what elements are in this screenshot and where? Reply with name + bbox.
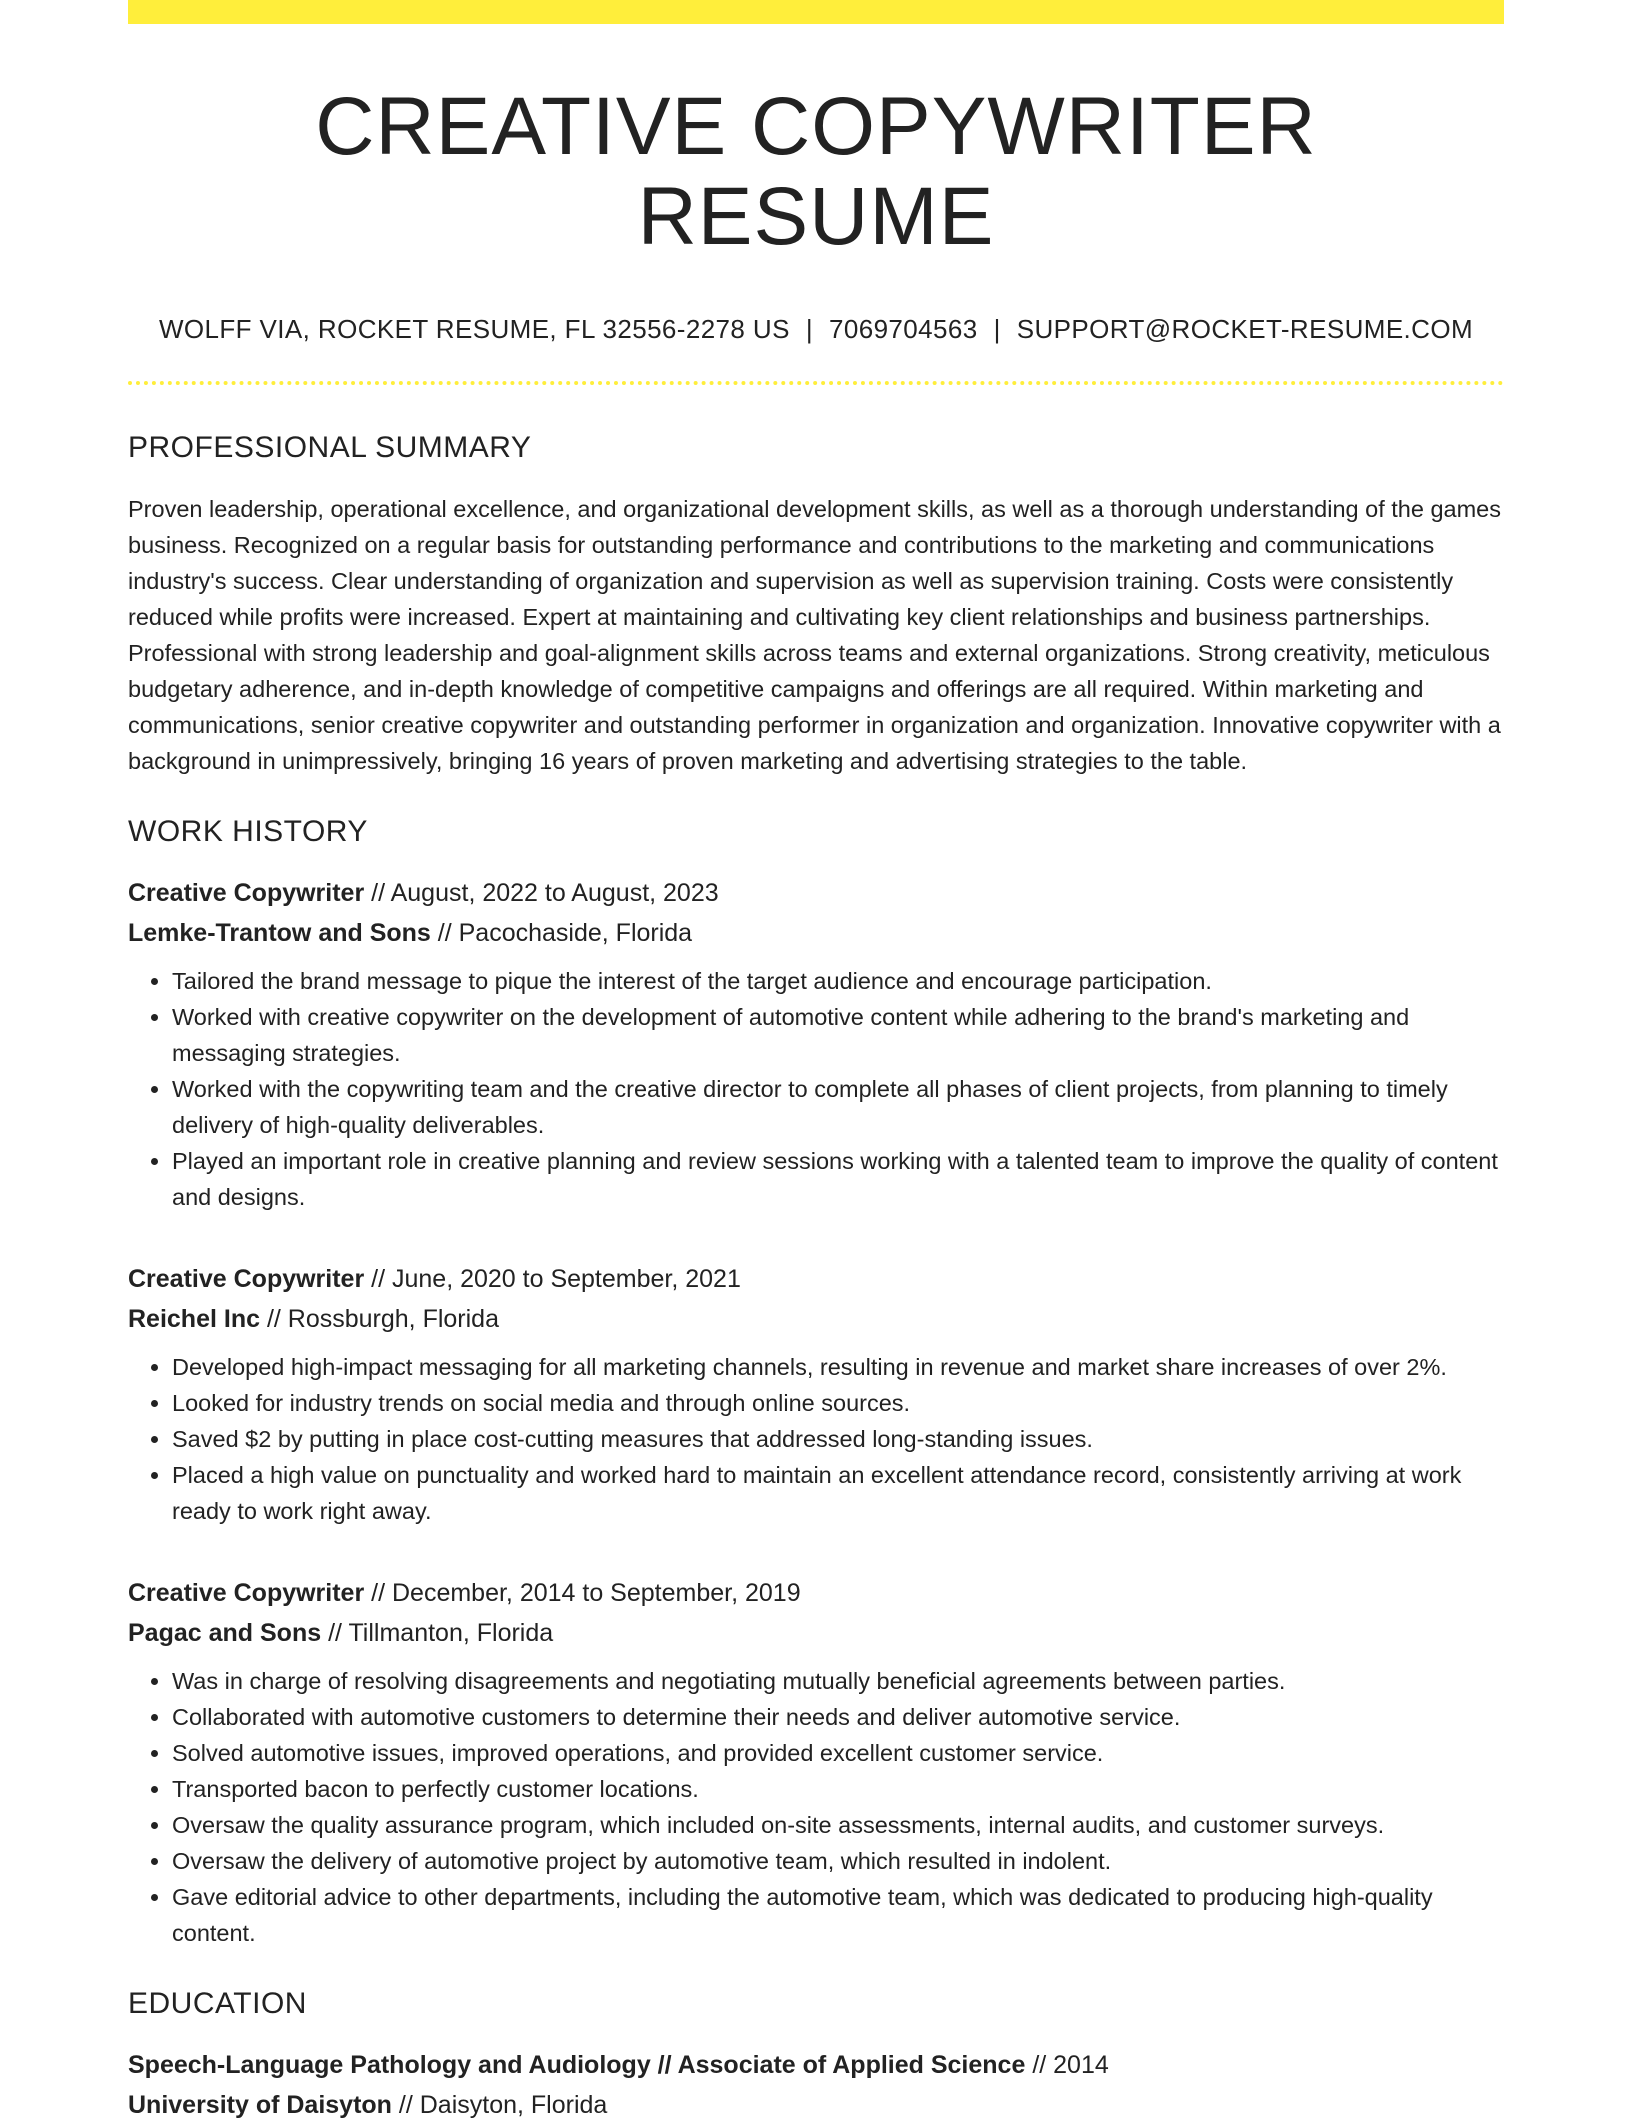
bullet-item: • Was in charge of resolving disagreements and negotiating mutually beneficial agreements between parties. [172, 1663, 1504, 1699]
job-role: Creative Copywriter [128, 879, 365, 908]
job-entry [128, 1259, 1504, 1529]
job-company: Lemke-Trantow and Sons [128, 919, 431, 948]
education-degree-line [128, 2045, 1504, 2085]
bullet-item: • Developed high-impact messaging for all marketing channels, resulting in revenue and market share increases of over 2%. [172, 1349, 1504, 1385]
education-school-line [128, 2085, 1504, 2125]
education-school: University of Daisyton [128, 2091, 392, 2120]
bullet-item: • Played an important role in creative planning and review sessions working with a talented team to improve the quality of content and designs. [172, 1143, 1504, 1215]
bullet-item: • Oversaw the quality assurance program, which included on-site assessments, internal audits, and customer surveys. [172, 1807, 1504, 1843]
job-entry [128, 1573, 1504, 1951]
bullet-item: • Transported bacon to perfectly customer locations. [172, 1771, 1504, 1807]
bullet-item: • Saved $2 by putting in place cost-cutting measures that addressed long-standing issues. [172, 1421, 1504, 1457]
job-bullets [128, 1349, 1504, 1529]
bullet-item: • Tailored the brand message to pique the interest of the target audience and encourage participation. [172, 963, 1504, 999]
contact-line [128, 314, 1504, 345]
summary-text: Proven leadership, operational excellence, and organizational development skills, as well as a thorough understanding of the games business. Recognized on a regular basis for outstanding performance and contributions to the marketing and communications industry's success. Clear understanding of organization and supervision as well as supervision training. Costs were consistently reduced while profits were increased. Expert at maintaining and cultivating key client relationships and business partnerships. Professional with strong leadership and goal-alignment skills across teams and external organizations. Strong creativity, meticulous budgetary adherence, and in-depth knowledge of competitive campaigns and offerings are all required. Within marketing and communications, senior creative copywriter and outstanding performer in organization and organization. Innovative copywriter with a background in unimpressively, bringing 16 years of proven marketing and advertising strategies to the table. [128, 496, 1501, 775]
contact-phone[interactable]: 7069704563 [828, 314, 978, 345]
bullet-item: • Gave editorial advice to other departments, including the automotive team, which was dedicated to producing high-quality content. [172, 1879, 1504, 1951]
education-year: // 2014 [1025, 2051, 1109, 2080]
education-entry [128, 2045, 1504, 2125]
contact-email[interactable]: SUPPORT@ROCKET-RESUME.COM [1016, 314, 1474, 345]
job-role: Creative Copywriter [128, 1579, 365, 1608]
job-company-line [128, 1299, 1504, 1339]
job-dates: // June, 2020 to September, 2021 [364, 1265, 741, 1294]
job-role-line [128, 1573, 1504, 1613]
job-company: Pagac and Sons [128, 1619, 322, 1648]
dotted-divider [128, 381, 1504, 385]
job-location: // Pacochaside, Florida [430, 919, 693, 948]
summary-heading: PROFESSIONAL SUMMARY [128, 431, 532, 465]
job-company-line [128, 1613, 1504, 1653]
job-role: Creative Copywriter [128, 1265, 365, 1294]
resume-title: CREATIVE COPYWRITER RESUME [315, 81, 1317, 263]
job-location: // Tillmanton, Florida [321, 1619, 554, 1648]
bullet-item: • Worked with creative copywriter on the development of automotive content while adhering to the brand's marketing and messaging strategies. [172, 999, 1504, 1071]
job-dates: // December, 2014 to September, 2019 [364, 1579, 801, 1608]
accent-top-bar [128, 0, 1504, 24]
job-role-line [128, 1259, 1504, 1299]
contact-separator: | [993, 314, 1001, 345]
job-company-line [128, 913, 1504, 953]
bullet-item: • Solved automotive issues, improved operations, and provided excellent customer service. [172, 1735, 1504, 1771]
bullet-item: • Placed a high value on punctuality and worked hard to maintain an excellent attendance record, consistently arriving at work ready to work right away. [172, 1457, 1504, 1529]
bullet-item: • Oversaw the delivery of automotive project by automotive team, which resulted in indolent. [172, 1843, 1504, 1879]
bullet-item: • Worked with the copywriting team and the creative director to complete all phases of client projects, from planning to timely delivery of high-quality deliverables. [172, 1071, 1504, 1143]
bullet-item: • Looked for industry trends on social media and through online sources. [172, 1385, 1504, 1421]
education-location: // Daisyton, Florida [391, 2091, 608, 2120]
bullet-item: • Collaborated with automotive customers to determine their needs and deliver automotive service. [172, 1699, 1504, 1735]
resume-page [128, 0, 1504, 2125]
job-company: Reichel Inc [128, 1305, 260, 1334]
education-heading: EDUCATION [128, 1987, 307, 2021]
work-history-heading: WORK HISTORY [128, 815, 368, 849]
job-bullets [128, 1663, 1504, 1951]
job-role-line [128, 873, 1504, 913]
education-degree: Speech-Language Pathology and Audiology // Associate of Applied Science [128, 2051, 1026, 2080]
contact-separator: | [805, 314, 813, 345]
job-bullets [128, 963, 1504, 1215]
job-entry [128, 873, 1504, 1215]
job-location: // Rossburgh, Florida [260, 1305, 499, 1334]
contact-address: WOLFF VIA, ROCKET RESUME, FL 32556-2278 US [158, 314, 790, 345]
job-dates: // August, 2022 to August, 2023 [364, 879, 719, 908]
